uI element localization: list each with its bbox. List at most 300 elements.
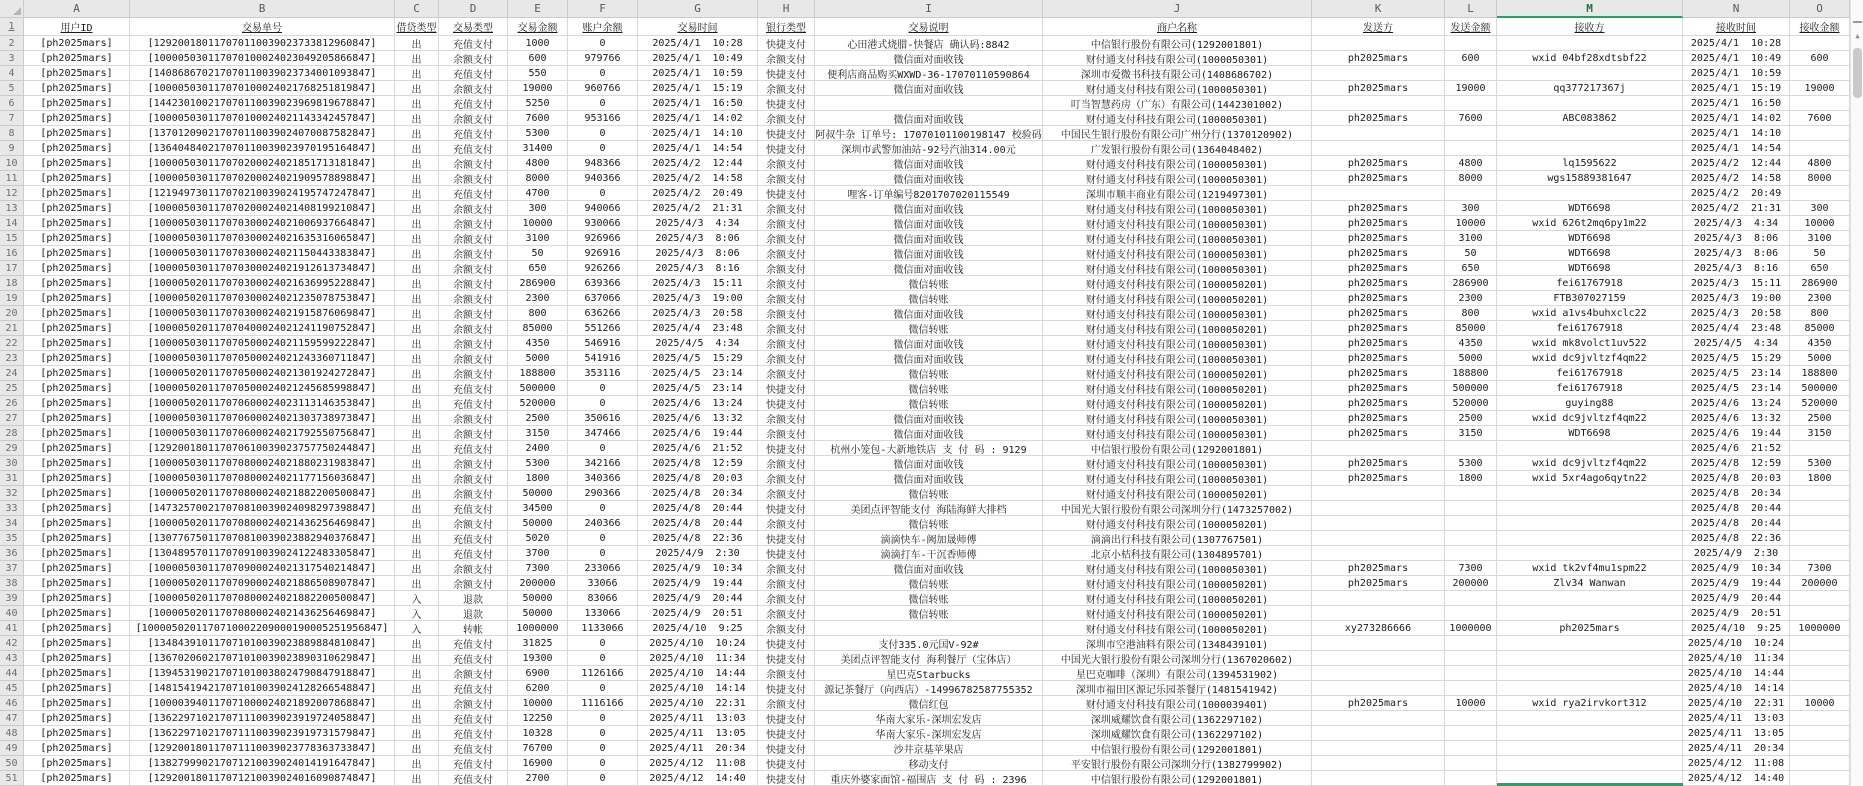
cell[interactable]: 微信面对面收钱 (815, 81, 1043, 96)
cell[interactable]: 出 (395, 636, 439, 651)
cell[interactable]: 0 (568, 636, 638, 651)
cell[interactable]: 出 (395, 276, 439, 291)
cell[interactable]: 出 (395, 681, 439, 696)
cell[interactable]: 财付通支付科技有限公司(1000050201) (1043, 576, 1312, 591)
cell[interactable] (1312, 186, 1445, 201)
cell[interactable]: wxid mk8volct1uv522 (1497, 336, 1683, 351)
cell[interactable]: ph2025mars (1312, 561, 1445, 576)
cell[interactable]: 19000 (508, 81, 568, 96)
cell[interactable]: 余额支付 (758, 261, 815, 276)
row-header[interactable]: 2 (0, 36, 24, 51)
cell[interactable]: 550 (508, 66, 568, 81)
cell[interactable]: 微信面对面收钱 (815, 231, 1043, 246)
cell[interactable]: wxid tk2vf4mu1spm22 (1497, 561, 1683, 576)
cell[interactable]: 2025/4/1 10:49 (1683, 51, 1790, 66)
cell[interactable]: 2025/4/5 4:34 (638, 336, 758, 351)
cell[interactable] (1445, 726, 1497, 741)
cell[interactable]: 520000 (1445, 396, 1497, 411)
cell[interactable]: 0 (568, 396, 638, 411)
cell[interactable] (1497, 651, 1683, 666)
cell[interactable] (1497, 126, 1683, 141)
cell[interactable]: [121949730117070210039024195747247847] (130, 186, 395, 201)
cell[interactable]: 余额支付 (758, 426, 815, 441)
cell[interactable]: 541916 (568, 351, 638, 366)
cell[interactable]: 650 (1445, 261, 1497, 276)
cell[interactable]: 余额支付 (758, 606, 815, 621)
cell[interactable]: 退款 (439, 606, 508, 621)
cell[interactable]: [ph2025mars] (24, 456, 130, 471)
cell[interactable]: 沙井京基苹果店 (815, 741, 1043, 756)
cell[interactable]: [100005020117070800024021436256469847] (130, 516, 395, 531)
cell[interactable]: 财付通支付科技有限公司(1000050301) (1043, 336, 1312, 351)
cell[interactable]: ph2025mars (1312, 381, 1445, 396)
cell[interactable]: 充值支付 (439, 741, 508, 756)
cell[interactable]: 充值支付 (439, 711, 508, 726)
cell[interactable]: 5300 (508, 126, 568, 141)
cell[interactable]: [100005030117070300024021915876069847] (130, 306, 395, 321)
cell[interactable]: WDT6698 (1497, 246, 1683, 261)
cell[interactable]: [ph2025mars] (24, 621, 130, 636)
cell[interactable]: 2025/4/3 15:11 (638, 276, 758, 291)
header-cell[interactable]: 接收时间 (1683, 18, 1790, 36)
cell[interactable]: 12250 (508, 711, 568, 726)
cell[interactable]: 1000000 (508, 621, 568, 636)
cell[interactable] (1445, 126, 1497, 141)
cell[interactable]: 出 (395, 336, 439, 351)
cell[interactable]: 中信银行股份有限公司(1292001801) (1043, 741, 1312, 756)
cell[interactable]: 出 (395, 726, 439, 741)
cell[interactable]: 北京小桔科技有限公司(1304895701) (1043, 546, 1312, 561)
cell[interactable]: 2025/4/9 10:34 (1683, 561, 1790, 576)
cell[interactable] (1312, 741, 1445, 756)
cell[interactable]: 充值支付 (439, 726, 508, 741)
cell[interactable] (1790, 531, 1850, 546)
cell[interactable]: 800 (508, 306, 568, 321)
cell[interactable]: ph2025mars (1312, 471, 1445, 486)
cell[interactable]: 2025/4/9 2:30 (1683, 546, 1790, 561)
cell[interactable]: 2025/4/3 20:58 (1683, 306, 1790, 321)
cell[interactable]: 快捷支付 (758, 126, 815, 141)
column-header-F[interactable]: F (568, 0, 638, 18)
cell[interactable] (1790, 486, 1850, 501)
column-header-H[interactable]: H (758, 0, 815, 18)
cell[interactable]: [ph2025mars] (24, 261, 130, 276)
cell[interactable]: 出 (395, 516, 439, 531)
cell[interactable] (1312, 36, 1445, 51)
cell[interactable]: 286900 (1445, 276, 1497, 291)
row-header[interactable]: 48 (0, 726, 24, 741)
cell[interactable]: [100005030117070500024021243360711847] (130, 351, 395, 366)
cell[interactable]: fei61767918 (1497, 321, 1683, 336)
cell[interactable]: 2025/4/1 15:19 (638, 81, 758, 96)
cell[interactable]: 290366 (568, 486, 638, 501)
cell[interactable]: 财付通支付科技有限公司(1000050301) (1043, 81, 1312, 96)
cell[interactable]: 哩客-订单编号8201707020115549 (815, 186, 1043, 201)
cell[interactable]: 5000 (508, 351, 568, 366)
cell[interactable] (1445, 441, 1497, 456)
cell[interactable]: 2025/4/10 10:24 (1683, 636, 1790, 651)
cell[interactable]: 2025/4/8 22:36 (638, 531, 758, 546)
cell[interactable]: 6900 (508, 666, 568, 681)
cell[interactable]: 出 (395, 711, 439, 726)
cell[interactable]: 2025/4/3 8:06 (638, 246, 758, 261)
row-header[interactable]: 29 (0, 441, 24, 456)
row-header[interactable]: 42 (0, 636, 24, 651)
cell[interactable]: 342166 (568, 456, 638, 471)
cell[interactable]: 深圳威耀饮食有限公司(1362297102) (1043, 726, 1312, 741)
cell[interactable]: 200000 (1445, 576, 1497, 591)
cell[interactable]: fei61767918 (1497, 276, 1683, 291)
cell[interactable] (1312, 486, 1445, 501)
cell[interactable] (1790, 501, 1850, 516)
row-header[interactable]: 16 (0, 246, 24, 261)
cell[interactable]: 4800 (1790, 156, 1850, 171)
cell[interactable]: 余额支付 (439, 411, 508, 426)
cell[interactable]: 0 (568, 66, 638, 81)
cell[interactable]: [147325700217070810039024098297398847] (130, 501, 395, 516)
cell[interactable]: 余额支付 (439, 171, 508, 186)
cell[interactable]: 充值支付 (439, 531, 508, 546)
cell[interactable]: 支付335.0元国V-92# (815, 636, 1043, 651)
cell[interactable]: 2025/4/6 19:44 (638, 426, 758, 441)
cell[interactable]: 余额支付 (758, 621, 815, 636)
cell[interactable]: 2025/4/11 20:34 (638, 741, 758, 756)
cell[interactable] (1790, 666, 1850, 681)
cell[interactable]: 2500 (1445, 411, 1497, 426)
cell[interactable]: 便利店商品购买WXWD-36-17070110590864 (815, 66, 1043, 81)
cell[interactable]: 2025/4/11 13:03 (638, 711, 758, 726)
cell[interactable]: 2025/4/9 20:51 (638, 606, 758, 621)
cell[interactable]: 34500 (508, 501, 568, 516)
cell[interactable]: 微信面对面收钱 (815, 351, 1043, 366)
column-header-A[interactable]: A (24, 0, 130, 18)
cell[interactable]: 余额支付 (439, 156, 508, 171)
cell[interactable]: 财付通支付科技有限公司(1000050301) (1043, 156, 1312, 171)
cell[interactable] (1790, 141, 1850, 156)
cell[interactable]: 85000 (508, 321, 568, 336)
cell[interactable] (1445, 711, 1497, 726)
cell[interactable]: [100005020117070600024023113146353847] (130, 396, 395, 411)
cell[interactable]: 余额支付 (758, 216, 815, 231)
cell[interactable]: [129200180117071210039024016090874847] (130, 771, 395, 786)
row-header[interactable]: 19 (0, 291, 24, 306)
cell[interactable]: 出 (395, 756, 439, 771)
cell[interactable]: 2025/4/6 21:52 (638, 441, 758, 456)
cell[interactable]: 微信转账 (815, 381, 1043, 396)
cell[interactable]: 0 (568, 726, 638, 741)
cell[interactable]: 财付通支付科技有限公司(1000050201) (1043, 591, 1312, 606)
cell[interactable] (1312, 771, 1445, 786)
header-cell[interactable]: 交易说明 (815, 18, 1043, 36)
cell[interactable] (1497, 546, 1683, 561)
cell[interactable]: ph2025mars (1312, 411, 1445, 426)
row-header[interactable]: 39 (0, 591, 24, 606)
cell[interactable]: 余额支付 (758, 246, 815, 261)
cell[interactable]: 出 (395, 141, 439, 156)
cell[interactable]: 重庆外婆家面馆-福围店 支 付 码 : 2396 (815, 771, 1043, 786)
cell[interactable]: 2500 (1790, 411, 1850, 426)
cell[interactable]: 出 (395, 546, 439, 561)
cell[interactable]: 2025/4/10 22:31 (638, 696, 758, 711)
cell[interactable]: 充值支付 (439, 546, 508, 561)
cell[interactable]: ph2025mars (1312, 366, 1445, 381)
cell[interactable]: 充值支付 (439, 651, 508, 666)
cell[interactable]: 4350 (1790, 336, 1850, 351)
cell[interactable]: 2025/4/1 14:10 (1683, 126, 1790, 141)
cell[interactable]: [ph2025mars] (24, 231, 130, 246)
cell[interactable]: 微信面对面收钱 (815, 456, 1043, 471)
header-cell[interactable]: 交易金额 (508, 18, 568, 36)
cell[interactable]: 出 (395, 741, 439, 756)
cell[interactable]: 2025/4/8 20:03 (638, 471, 758, 486)
cell[interactable]: 余额支付 (439, 321, 508, 336)
cell[interactable]: wxid dc9jvltzf4qm22 (1497, 456, 1683, 471)
cell[interactable]: 微信转账 (815, 396, 1043, 411)
cell[interactable] (1790, 441, 1850, 456)
cell[interactable]: 快捷支付 (758, 141, 815, 156)
cell[interactable]: 财付通支付科技有限公司(1000050301) (1043, 426, 1312, 441)
cell[interactable]: 520000 (1790, 396, 1850, 411)
cell[interactable]: [138279990217071210039024014191647847] (130, 756, 395, 771)
header-cell[interactable]: 银行类型 (758, 18, 815, 36)
cell[interactable]: 出 (395, 96, 439, 111)
column-header-L[interactable]: L (1445, 0, 1497, 18)
cell[interactable]: 2025/4/9 20:44 (1683, 591, 1790, 606)
cell[interactable]: 7300 (1790, 561, 1850, 576)
cell[interactable]: [ph2025mars] (24, 651, 130, 666)
cell[interactable] (1497, 756, 1683, 771)
cell[interactable]: 8000 (1790, 171, 1850, 186)
cell[interactable]: [100005020117070900024021886508907847] (130, 576, 395, 591)
cell[interactable]: 2025/4/10 22:31 (1683, 696, 1790, 711)
cell[interactable] (1445, 501, 1497, 516)
cell[interactable]: 10000 (1790, 216, 1850, 231)
cell[interactable]: 余额支付 (439, 306, 508, 321)
cell[interactable]: 2025/4/8 12:59 (638, 456, 758, 471)
cell[interactable]: 财付通支付科技有限公司(1000050301) (1043, 411, 1312, 426)
cell[interactable]: 650 (1790, 261, 1850, 276)
cell[interactable]: [ph2025mars] (24, 156, 130, 171)
cell[interactable] (1790, 756, 1850, 771)
cell[interactable] (1312, 651, 1445, 666)
cell[interactable]: 出 (395, 231, 439, 246)
cell[interactable]: [ph2025mars] (24, 546, 130, 561)
cell[interactable]: [100005020117070400024021241190752847] (130, 321, 395, 336)
cell[interactable]: 2025/4/4 23:48 (638, 321, 758, 336)
scrollbar-split-handle[interactable] (1853, 21, 1862, 23)
cell[interactable]: 财付通支付科技有限公司(1000050201) (1043, 366, 1312, 381)
cell[interactable]: 出 (395, 156, 439, 171)
cell[interactable]: [ph2025mars] (24, 486, 130, 501)
cell[interactable]: 3150 (1790, 426, 1850, 441)
cell[interactable]: 19300 (508, 651, 568, 666)
cell[interactable]: 2025/4/2 14:58 (1683, 171, 1790, 186)
row-header[interactable]: 35 (0, 531, 24, 546)
cell[interactable]: ph2025mars (1312, 456, 1445, 471)
row-header[interactable]: 28 (0, 426, 24, 441)
column-header-K[interactable]: K (1312, 0, 1445, 18)
cell[interactable]: 出 (395, 441, 439, 456)
cell[interactable]: 2025/4/10 14:14 (1683, 681, 1790, 696)
cell[interactable]: 350616 (568, 411, 638, 426)
cell[interactable]: [100005020117070500024021245685998847] (130, 381, 395, 396)
cell[interactable]: 余额支付 (758, 516, 815, 531)
cell[interactable]: 3150 (508, 426, 568, 441)
cell[interactable]: wxid a1vs4buhxclc22 (1497, 306, 1683, 321)
cell[interactable]: [1000050201170710002209000190005251956847] (130, 621, 395, 636)
cell[interactable]: 财付通支付科技有限公司(1000050201) (1043, 381, 1312, 396)
cell[interactable]: 充值支付 (439, 66, 508, 81)
cell[interactable]: fei61767918 (1497, 381, 1683, 396)
cell[interactable]: 500000 (1790, 381, 1850, 396)
header-cell[interactable]: 商户名称 (1043, 18, 1312, 36)
cell[interactable]: 1000000 (1790, 621, 1850, 636)
vertical-scrollbar[interactable] (1850, 0, 1863, 786)
cell[interactable]: wxid 5xr4ago6qytn22 (1497, 471, 1683, 486)
cell[interactable]: 出 (395, 186, 439, 201)
cell[interactable]: 星巴克Starbucks (815, 666, 1043, 681)
cell[interactable]: 财付通支付科技有限公司(1000050301) (1043, 306, 1312, 321)
cell[interactable]: 5250 (508, 96, 568, 111)
cell[interactable]: 余额支付 (758, 156, 815, 171)
cell[interactable]: 4800 (1445, 156, 1497, 171)
cell[interactable]: 1800 (1790, 471, 1850, 486)
cell[interactable]: 2025/4/3 8:06 (638, 231, 758, 246)
cell[interactable]: 4800 (508, 156, 568, 171)
cell[interactable]: 余额支付 (439, 516, 508, 531)
cell[interactable]: 余额支付 (439, 696, 508, 711)
cell[interactable]: 余额支付 (758, 471, 815, 486)
cell[interactable]: 83066 (568, 591, 638, 606)
row-header[interactable]: 5 (0, 81, 24, 96)
cell[interactable]: 微信面对面收钱 (815, 111, 1043, 126)
cell[interactable]: [100005020117070500024021301924272847] (130, 366, 395, 381)
cell[interactable]: 财付通支付科技有限公司(1000050301) (1043, 456, 1312, 471)
cell[interactable]: WDT6698 (1497, 426, 1683, 441)
cell[interactable]: lq1595622 (1497, 156, 1683, 171)
header-cell[interactable]: 交易时间 (638, 18, 758, 36)
cell[interactable]: ph2025mars (1312, 576, 1445, 591)
cell[interactable]: 心田港式烧腊-快餐店 确认码:8842 (815, 36, 1043, 51)
cell[interactable] (1445, 681, 1497, 696)
cell[interactable]: 财付通支付科技有限公司(1000050301) (1043, 246, 1312, 261)
cell[interactable]: ph2025mars (1312, 231, 1445, 246)
cell[interactable]: 中国光大银行股份有限公司深圳分行(1367020602) (1043, 651, 1312, 666)
cell[interactable]: 源记茶餐厅（向西店）-14996782587755352 (815, 681, 1043, 696)
cell[interactable]: 2025/4/6 13:32 (638, 411, 758, 426)
cell[interactable] (1445, 96, 1497, 111)
cell[interactable]: 出 (395, 696, 439, 711)
row-header[interactable]: 21 (0, 321, 24, 336)
row-header[interactable]: 49 (0, 741, 24, 756)
header-cell[interactable]: 接收方 (1497, 18, 1683, 36)
row-header[interactable]: 45 (0, 681, 24, 696)
cell[interactable]: 入 (395, 591, 439, 606)
row-header[interactable]: 51 (0, 771, 24, 786)
cell[interactable]: [ph2025mars] (24, 291, 130, 306)
cell[interactable]: 出 (395, 81, 439, 96)
cell[interactable]: 926966 (568, 231, 638, 246)
cell[interactable]: 出 (395, 306, 439, 321)
cell[interactable]: wxid dc9jvltzf4qm22 (1497, 351, 1683, 366)
cell[interactable]: 财付通支付科技有限公司(1000050301) (1043, 231, 1312, 246)
cell[interactable]: FTB307027159 (1497, 291, 1683, 306)
cell[interactable]: [ph2025mars] (24, 726, 130, 741)
cell[interactable]: 出 (395, 651, 439, 666)
cell[interactable]: 叮当智慧药房（广东）有限公司(1442301002) (1043, 96, 1312, 111)
cell[interactable]: [ph2025mars] (24, 126, 130, 141)
cell[interactable] (1790, 681, 1850, 696)
cell[interactable]: 出 (395, 486, 439, 501)
cell[interactable]: ph2025mars (1312, 111, 1445, 126)
cell[interactable]: 600 (1445, 51, 1497, 66)
row-header[interactable]: 13 (0, 201, 24, 216)
cell[interactable]: ph2025mars (1312, 321, 1445, 336)
cell[interactable]: 2025/4/1 16:50 (1683, 96, 1790, 111)
cell[interactable]: 2025/4/3 8:06 (1683, 246, 1790, 261)
cell[interactable]: 940366 (568, 171, 638, 186)
cell[interactable] (1790, 711, 1850, 726)
cell[interactable]: [129200180117071110039023778363733847] (130, 741, 395, 756)
cell[interactable]: 充值支付 (439, 381, 508, 396)
cell[interactable]: 2025/4/1 14:02 (1683, 111, 1790, 126)
row-header[interactable]: 36 (0, 546, 24, 561)
cell[interactable]: 7300 (1445, 561, 1497, 576)
cell[interactable]: 4350 (508, 336, 568, 351)
cell[interactable]: 余额支付 (758, 171, 815, 186)
cell[interactable]: [ph2025mars] (24, 81, 130, 96)
cell[interactable]: 中国光大银行股份有限公司深圳分行(1473257002) (1043, 501, 1312, 516)
cell[interactable] (1497, 66, 1683, 81)
cell[interactable]: 0 (568, 531, 638, 546)
cell[interactable]: 余额支付 (758, 486, 815, 501)
cell[interactable]: 50 (1790, 246, 1850, 261)
cell[interactable]: 2025/4/8 22:36 (1683, 531, 1790, 546)
cell[interactable]: 2025/4/8 20:44 (638, 516, 758, 531)
cell[interactable]: 0 (568, 741, 638, 756)
cell[interactable]: 余额支付 (439, 351, 508, 366)
cell[interactable]: 出 (395, 411, 439, 426)
cell[interactable]: 85000 (1445, 321, 1497, 336)
cell[interactable]: 充值支付 (439, 756, 508, 771)
cell[interactable]: 2025/4/3 19:00 (638, 291, 758, 306)
cell[interactable]: WDT6698 (1497, 261, 1683, 276)
column-header-B[interactable]: B (130, 0, 395, 18)
cell[interactable]: [ph2025mars] (24, 396, 130, 411)
cell[interactable]: 4350 (1445, 336, 1497, 351)
cell[interactable]: [ph2025mars] (24, 606, 130, 621)
cell[interactable]: 余额支付 (439, 216, 508, 231)
cell[interactable]: 2300 (1790, 291, 1850, 306)
cell[interactable]: 余额支付 (439, 51, 508, 66)
cell[interactable]: 2025/4/10 11:34 (1683, 651, 1790, 666)
cell[interactable]: ph2025mars (1497, 621, 1683, 636)
cell[interactable]: [ph2025mars] (24, 276, 130, 291)
cell[interactable] (1790, 96, 1850, 111)
cell[interactable]: 0 (568, 756, 638, 771)
cell[interactable]: 2025/4/1 16:50 (638, 96, 758, 111)
cell[interactable]: 深圳市空港油料有限公司(1348439101) (1043, 636, 1312, 651)
cell[interactable]: 1000 (508, 36, 568, 51)
cell[interactable]: 188800 (508, 366, 568, 381)
cell[interactable]: 948366 (568, 156, 638, 171)
cell[interactable]: 余额支付 (758, 201, 815, 216)
cell[interactable]: [ph2025mars] (24, 711, 130, 726)
cell[interactable]: 余额支付 (439, 201, 508, 216)
cell[interactable]: ph2025mars (1312, 216, 1445, 231)
row-header[interactable]: 7 (0, 111, 24, 126)
cell[interactable] (1445, 486, 1497, 501)
